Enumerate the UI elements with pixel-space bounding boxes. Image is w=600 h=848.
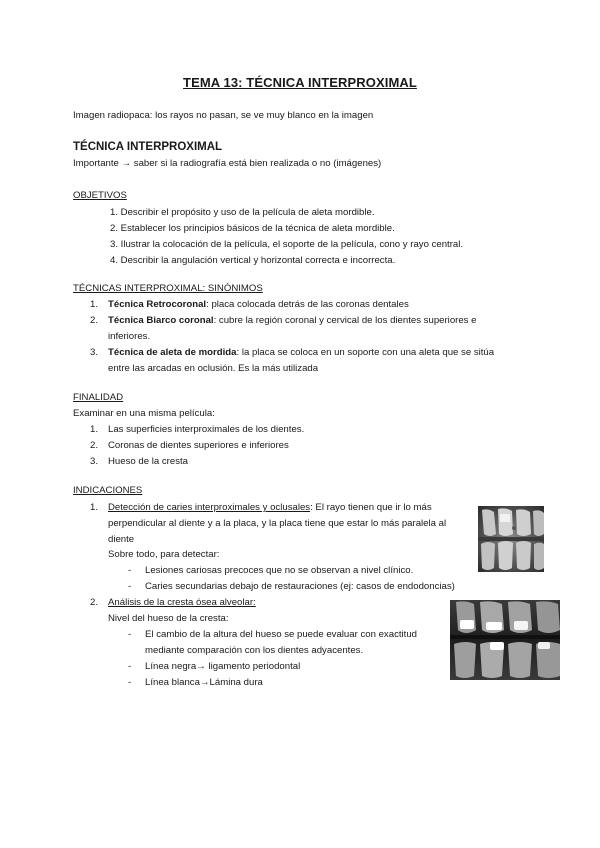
- objetivo-item: 4. Describir la angulación vertical y horizontal correcta e incorrecta.: [110, 255, 396, 266]
- bullet-dash: -: [128, 581, 132, 592]
- bullet-item: Lesiones cariosas precoces que no se observan a nivel clínico.: [145, 565, 414, 576]
- bullet-dash: -: [128, 629, 132, 640]
- objetivos-heading: OBJETIVOS: [73, 190, 127, 201]
- bitewing-xray-image: [478, 506, 544, 572]
- bullet-continuation: mediante comparación con los dientes adyacentes.: [145, 645, 364, 656]
- finalidad-heading: FINALIDAD: [73, 392, 124, 403]
- bullet-item: El cambio de la altura del hueso se puede evaluar con exactitud: [145, 629, 417, 640]
- finalidad-text: Examinar en una misma película:: [73, 408, 215, 419]
- bullet-dash: -: [128, 677, 132, 688]
- section-heading-tecnica: TÉCNICA INTERPROXIMAL: [73, 141, 223, 153]
- sinonimo-item: [108, 299, 409, 311]
- bullet-item: Caries secundarias debajo de restauraciones (ej: casos de endodoncias): [145, 581, 455, 592]
- sinonimo-item: [108, 315, 476, 327]
- indicacion-title: Análisis de la cresta ósea alveolar:: [108, 597, 256, 608]
- list-number: 3.: [90, 347, 99, 358]
- indicacion-item: [108, 502, 432, 514]
- list-number: 2.: [90, 597, 99, 608]
- indicacion-title: Detección de caries interproximales y oclusales: [108, 502, 311, 513]
- bullet-item: Línea blanca→Lámina dura: [145, 677, 263, 688]
- sinonimo-item: [108, 347, 494, 359]
- objetivo-item: 1. Describir el propósito y uso de la película de aleta mordible.: [110, 207, 375, 218]
- list-number: 1.: [90, 502, 99, 513]
- objetivo-item: 2. Establecer los principios básicos de la técnica de aleta mordible.: [110, 223, 395, 234]
- finalidad-item: Las superficies interproximales de los dientes.: [108, 424, 305, 435]
- sinonimo-term: Técnica Retrocoronal: [108, 299, 207, 310]
- list-number: 1.: [90, 424, 99, 435]
- sinonimo-term: Técnica de aleta de mordida: [108, 347, 237, 358]
- sinonimo-desc: : la placa se coloca en un soporte con una aleta que se sitúa: [236, 347, 495, 358]
- list-number: 3.: [90, 456, 99, 467]
- intro-text: Imagen radiopaca: los rayos no pasan, se ve muy blanco en la imagen: [73, 110, 374, 121]
- sinonimo-desc: : placa colocada detrás de las coronas dentales: [206, 299, 409, 310]
- sinonimos-heading: TÉCNICAS INTERPROXIMAL: SINÓNIMOS: [73, 283, 263, 294]
- bullet-item: Línea negra→ ligamento periodontal: [145, 661, 301, 672]
- sinonimo-desc: : cubre la región coronal y cervical de los dientes superiores e: [213, 315, 477, 326]
- alveolar-crest-xray-image: [450, 600, 560, 680]
- finalidad-item: Coronas de dientes superiores e inferiores: [108, 440, 289, 451]
- page-title: TEMA 13: TÉCNICA INTERPROXIMAL: [183, 75, 417, 90]
- sinonimo-continuation: entre las arcadas en oclusión. Es la más utilizada: [108, 363, 319, 374]
- indicaciones-heading: INDICACIONES: [73, 485, 143, 496]
- list-number: 2.: [90, 440, 99, 451]
- bullet-dash: -: [128, 565, 132, 576]
- finalidad-item: Hueso de la cresta: [108, 456, 188, 467]
- list-number: 1.: [90, 299, 99, 310]
- indicacion-subtext: Sobre todo, para detectar:: [108, 549, 220, 560]
- indicacion-desc: : El rayo tienen que ir lo más: [310, 502, 432, 513]
- sinonimo-continuation: inferiores.: [108, 331, 151, 342]
- list-number: 2.: [90, 315, 99, 326]
- bullet-dash: -: [128, 661, 132, 672]
- objetivo-item: 3. Ilustrar la colocación de la película, el soporte de la película, cono y rayo central.: [110, 239, 464, 250]
- sinonimo-term: Técnica Biarco coronal: [108, 315, 214, 326]
- indicacion-subtext: Nivel del hueso de la cresta:: [108, 613, 229, 624]
- tecnica-text: Importante → saber si la radiografía está bien realizada o no (imágenes): [73, 158, 382, 169]
- indicacion-continuation: diente: [108, 534, 135, 545]
- indicacion-continuation: perpendicular al diente y a la placa, y la placa tiene que estar lo más paralela al: [108, 518, 447, 529]
